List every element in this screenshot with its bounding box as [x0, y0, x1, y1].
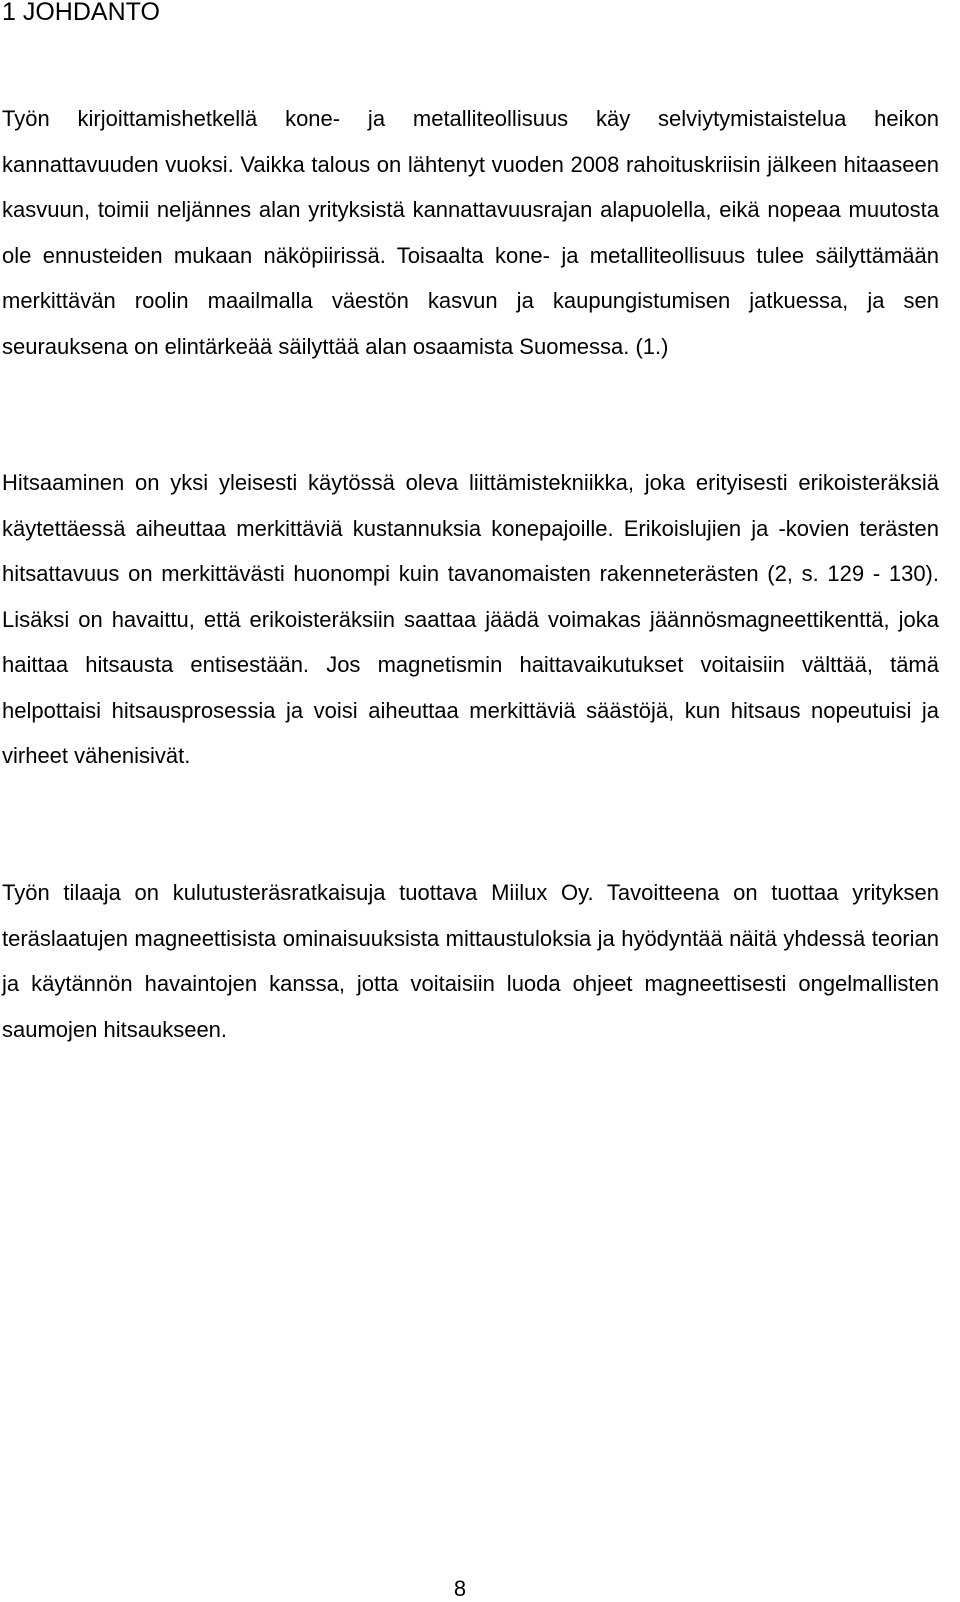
chapter-heading: 1 JOHDANTO [2, 0, 160, 26]
paragraph-welding: Hitsaaminen on yksi yleisesti käytössä oleva liittämistekniikka, joka erityisesti erikoisteräksiä käytettäessä aiheuttaa merkittäviä kustannuksia konepajoille. Erikoislujien ja -kovien terästen hitsattavuus on merkittävästi huonompi kuin tavanomaisten rakenneterästen (2, s. 129 - 130). Lisäksi on havaittu, että erikoisteräksiin saattaa jäädä voimakas jäännösmagneettikenttä, joka haittaa hitsausta entisestään. Jos magnetismin haittavaikutukset voitaisiin välttää, tämä helpottaisi hitsausprosessia ja voisi aiheuttaa merkittäviä säästöjä, kun hitsaus nopeutuisi ja virheet vähenisivät. [2, 470, 939, 768]
paragraph-client-goal: Työn tilaaja on kulutusteräsratkaisuja tuottava Miilux Oy. Tavoitteena on tuottaa yrityksen teräslaatujen magneettisista ominaisuuksista mittaustuloksia ja hyödyntää näitä yhdessä teorian ja käytännön havaintojen kanssa, jotta voitaisiin luoda ohjeet magneettisesti ongelmallisten saumojen hitsaukseen. [2, 880, 939, 1042]
page-number: 8 [453, 1576, 467, 1601]
paragraph-introduction: Työn kirjoittamishetkellä kone- ja metalliteollisuus käy selviytymistaistelua heikon kannattavuuden vuoksi. Vaikka talous on lähtenyt vuoden 2008 rahoituskriisin jälkeen hitaaseen kasvuun, toimii neljännes alan yrityksistä kannattavuusrajan alapuolella, eikä nopeaa muutosta ole ennusteiden mukaan näköpiirissä. Toisaalta kone- ja metalliteollisuus tulee säilyttämään merkittävän roolin maailmalla väestön kasvun ja kaupungistumisen jatkuessa, ja sen seurauksena on elintärkeää säilyttää alan osaamista Suomessa. (1.) [2, 106, 939, 359]
